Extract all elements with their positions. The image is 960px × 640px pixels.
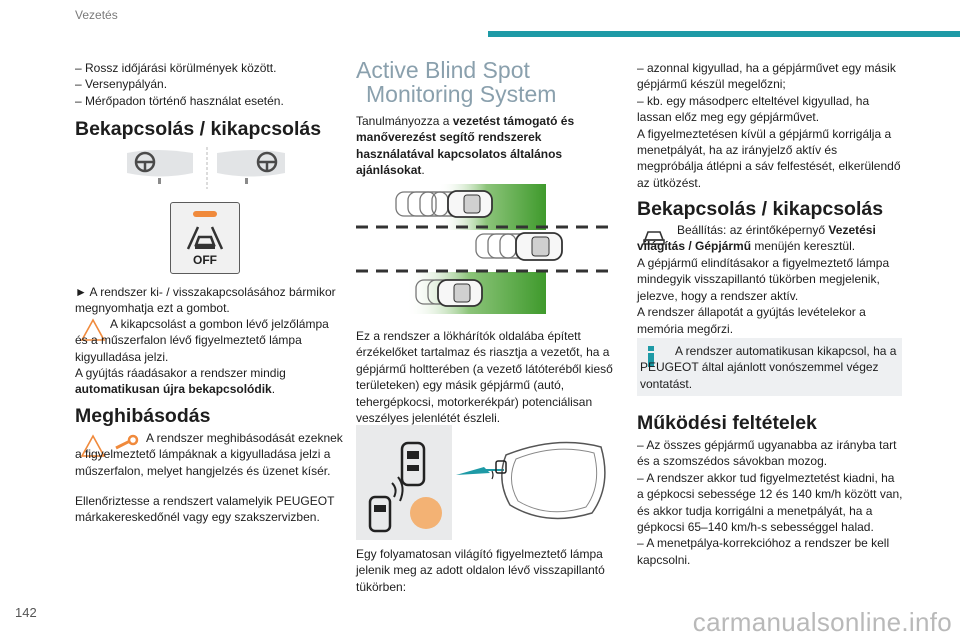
heading-fault: Meghibásodás: [75, 405, 211, 427]
bold-text: vezetést támogató és manőverezést segítő rendszerek használatával kapcsolatos általános ajánlásokat: [356, 114, 575, 178]
paragraph: Ez a rendszer a lökhárítók oldalába épített érzékelőket tartalmaz és riasztja a vezetőt, ha a gépjármű holtterében (a vezető látóteréből kieső területeken) egy másik gépjármű (autó, tehergépkocsi, motorkerékpár) potenciálisan veszélyes jelenlétét észleli.: [356, 329, 613, 426]
bold-text: Vezetési világítás / Gépjármű: [637, 223, 876, 254]
car-icon: [438, 280, 482, 306]
section-header: Vezetés: [75, 8, 118, 22]
fault-note: [75, 430, 343, 479]
abm-description: [356, 328, 616, 426]
paragraph: A gyújtás ráadásakor a rendszer mindig automatikusan újra bekapcsolódik.: [75, 366, 286, 397]
list-item: – A rendszer akkor tud figyelmeztetést kiadni, ha a gépkocsi sebessége 12 és 140 km/h között van, és akkor tudja korrigálni a menetpályát, ha a gépkocsi 65–140 km/h-s sebességgel halad.: [637, 470, 903, 535]
onoff-text: [75, 284, 343, 317]
bold-text: automatikusan újra bekapcsolódik: [75, 382, 272, 397]
conditions-list: [637, 437, 903, 568]
column-1: [75, 60, 343, 109]
lane-assist-off-button: [170, 202, 240, 274]
heading-conditions: Működési feltételek: [637, 412, 817, 434]
settings-note: [637, 222, 903, 255]
paragraph: A rendszer állapotát a gyújtás levételekor a memória megőrzi.: [637, 305, 866, 336]
paragraph: – kb. egy másodperc elteltével kigyullad, ha lassan előz meg egy gépjárművet.: [637, 93, 870, 125]
list-item: – A menetpálya-korrekcióhoz a rendszer be kell kapcsolni.: [637, 536, 890, 567]
watermark: carmanualsonline.info: [692, 607, 952, 637]
info-text: A rendszer automatikusan kikapcsol, ha a PEUGEOT által ajánlott vonószemmel végez vontatást.: [640, 344, 897, 391]
indicator-lamp: [193, 211, 217, 217]
steering-wheel-icons: [125, 145, 300, 190]
lane-car-icon: [186, 225, 224, 251]
mirror-illustration: [356, 425, 616, 540]
paragraph: A gépjármű elindításakor a figyelmeztető lámpa mindegyik visszapillantó tükörben megjelenik, jelezve, hogy a rendszer aktív.: [637, 256, 890, 303]
header-accent-bar: [488, 31, 960, 37]
warning-text: A rendszer meghibásodását ezeknek a figyelmeztető lámpáknak a kigyulladása jelzi a műszerfalon, melyet hangjelzés és üzenet kísér.: [75, 431, 343, 478]
abm-title: [356, 58, 616, 106]
paragraph: Beállítás: az érintőképernyő Vezetési világítás / Gépjármű menüjén keresztül.: [637, 223, 876, 254]
off-label: OFF: [193, 253, 217, 267]
list-item: – Az összes gépjármű ugyanabba az irányba tart és a szomszédos sávokban mozog.: [637, 438, 897, 469]
warning-note: [75, 316, 343, 365]
paragraph: Tanulmányozza a vezetést támogató és manőverezést segítő rendszerek használatával kapcsolatos általános ajánlásokat.: [356, 114, 575, 178]
title-line: Active Blind Spot: [356, 57, 530, 83]
list-item: – Versenypályán.: [75, 77, 168, 92]
info-box: [637, 338, 902, 396]
warning-text: A kikapcsolást a gombon lévő jelzőlámpa és a műszerfalon lévő figyelmeztető lámpa kigyulladása jelzi.: [75, 317, 329, 364]
list-item: – Rossz időjárási körülmények között.: [75, 61, 277, 75]
heading-onoff-2: Bekapcsolás / kikapcsolás: [637, 198, 884, 220]
column-3-mid: [637, 255, 903, 337]
paragraph: Egy folyamatosan világító figyelmeztető lámpa jelenik meg az adott oldalon lévő visszapillantó tükörben:: [356, 547, 605, 594]
page-number: 142: [15, 605, 37, 620]
column-3-top: [637, 60, 903, 191]
paragraph: – azonnal kigyullad, ha a gépjárművet egy másik gépjármű készül megelőzni;: [637, 61, 896, 92]
reactivation-text: [75, 365, 343, 398]
list-item: – Mérőpadon történő használat esetén.: [75, 93, 284, 108]
abm-intro: [356, 113, 616, 179]
paragraph: Ellenőriztesse a rendszert valamelyik PEUGEOT márkakereskedőnél vagy egy szakszervizben.: [75, 494, 335, 525]
car-icon: [448, 191, 492, 217]
own-car-icon: [516, 233, 562, 260]
mirror-text: [356, 546, 616, 595]
title-line: Monitoring System: [366, 81, 557, 107]
paragraph: A figyelmeztetésen kívül a gépjármű korrigálja a menetpályát, ha az irányjelző aktív és megpróbálja átlépni a sáv felfestését, elkerülendő az ütközést.: [637, 126, 901, 190]
heading-onoff: Bekapcsolás / kikapcsolás: [75, 118, 322, 140]
blind-spot-diagram: [356, 180, 616, 320]
service-text: [75, 493, 343, 526]
paragraph: ► A rendszer ki- / visszakapcsolásához bármikor megnyomhatja ezt a gombot.: [75, 285, 336, 316]
